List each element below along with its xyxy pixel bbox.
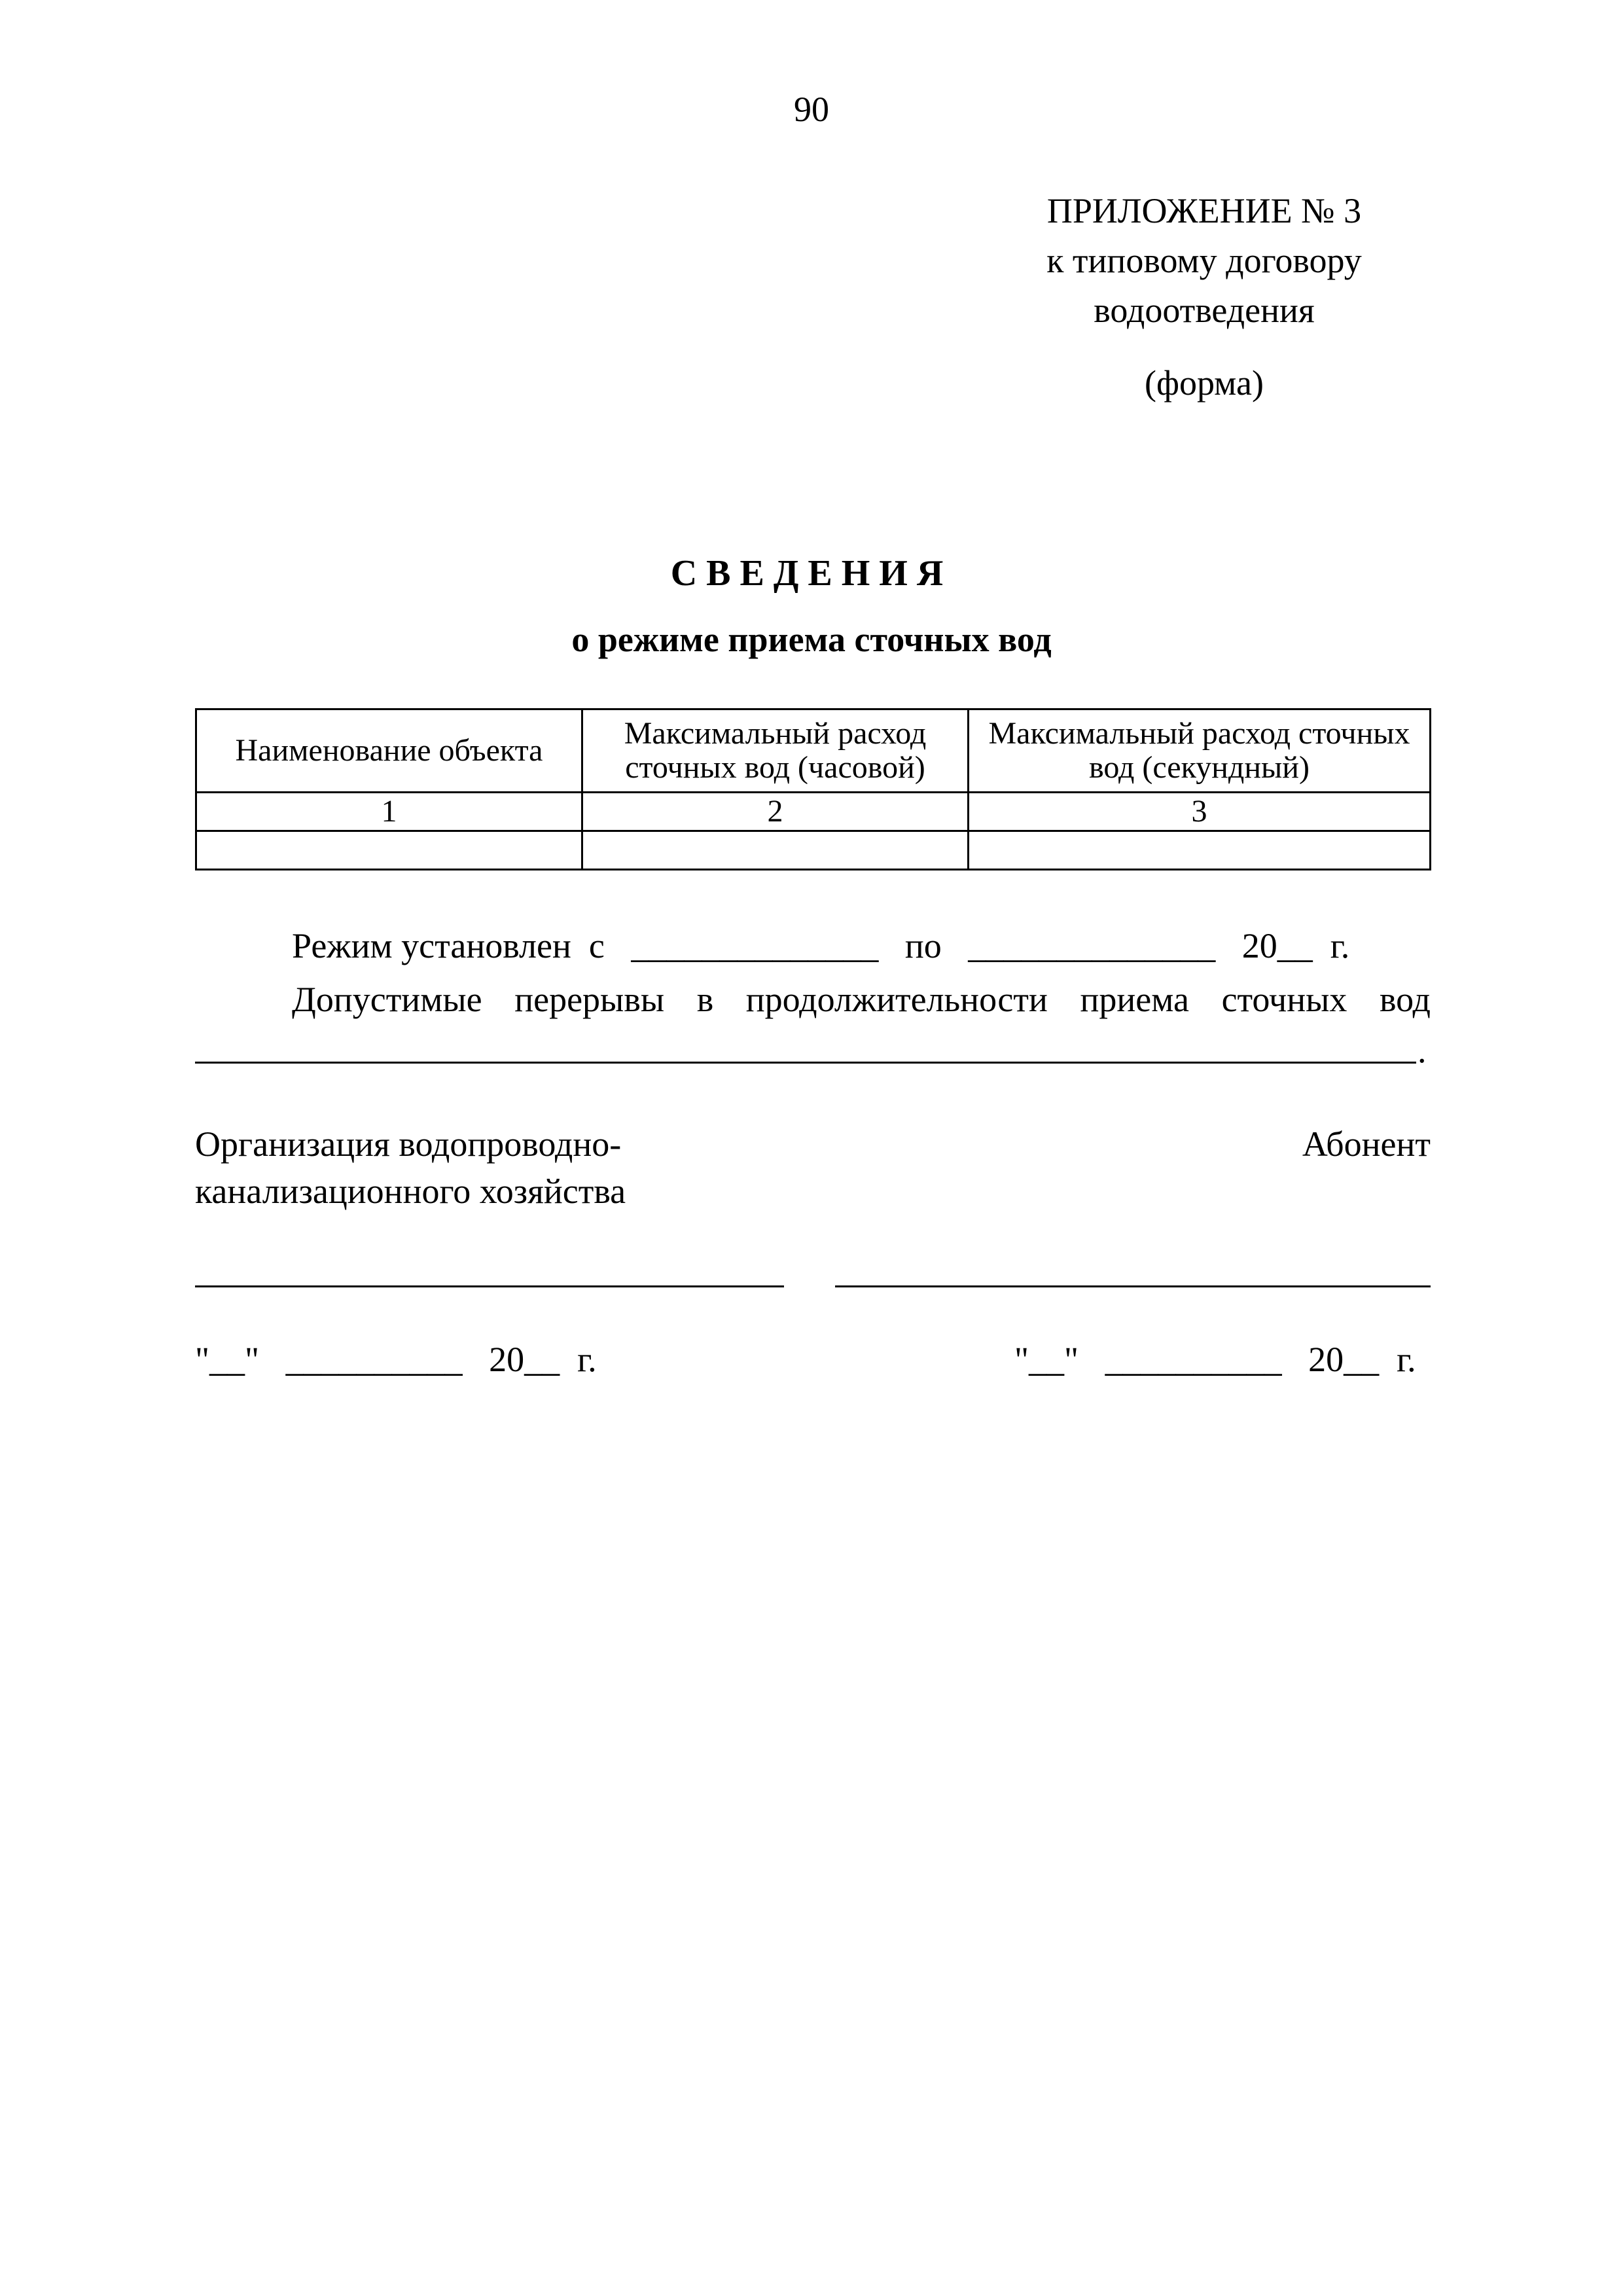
appendix-line-contract: к типовому договору [1046,241,1362,280]
allowed-breaks-line [292,982,1431,1017]
breaks-word: в [696,980,714,1019]
table-cell[interactable] [969,831,1431,870]
subscriber-date [1014,1342,1431,1377]
appendix-title: ПРИЛОЖЕНИЕ № 3 [1046,191,1362,230]
column-number: 1 [196,793,582,831]
date-day-blank[interactable]: "__" [195,1340,260,1379]
regime-to-blank[interactable]: ______________ [968,926,1216,965]
column-number: 3 [969,793,1431,831]
header-max-flow-secondly: Максимальный расход сточных вод (секундный) [969,709,1431,793]
column-number: 2 [582,793,969,831]
date-month-blank[interactable]: __________ [1105,1340,1282,1379]
regime-established-label: Режим установлен с [292,926,605,965]
breaks-word: продолжительности [745,980,1048,1019]
organization-signature-line[interactable] [195,1285,784,1287]
appendix-header [969,186,1440,335]
regime-from-blank[interactable]: ______________ [631,926,879,965]
date-day-blank[interactable]: "__" [1014,1340,1079,1379]
allowed-breaks-blank[interactable] [195,1062,1416,1064]
regime-table [195,708,1431,870]
page-number: 90 [794,90,829,129]
regime-to-label: по [904,926,942,965]
table-cell[interactable] [582,831,969,870]
table-row [196,831,1431,870]
form-label: (форма) [1145,363,1264,403]
breaks-word: Допустимые [292,980,482,1019]
breaks-word: сточных [1221,980,1347,1019]
table-header-row [196,709,1431,793]
table-column-numbers-row [196,793,1431,831]
table-cell[interactable] [196,831,582,870]
organization-label-line1: Организация водопроводно- [195,1124,622,1164]
header-max-flow-hourly: Максимальный расход сточных вод (часовой) [582,709,969,793]
regime-year: 20__ г. [1241,926,1350,965]
breaks-word: перерывы [514,980,665,1019]
organization-date [195,1342,784,1377]
breaks-word: вод [1379,980,1431,1019]
appendix-line-drainage: водоотведения [1094,291,1315,330]
document-subtitle: о режиме приема сточных вод [571,620,1052,659]
organization-label [195,1121,784,1215]
date-year: 20__ г. [1308,1340,1416,1379]
header-object-name: Наименование объекта [196,709,582,793]
date-month-blank[interactable]: __________ [285,1340,463,1379]
subscriber-signature-line[interactable] [835,1285,1431,1287]
regime-period-line [292,928,1431,963]
subscriber-label: Абонент [1302,1124,1431,1164]
breaks-word: приема [1080,980,1189,1019]
document-title: СВЕДЕНИЯ [670,553,953,594]
date-year: 20__ г. [489,1340,597,1379]
allowed-breaks-end-mark: . [1418,1031,1427,1070]
organization-label-line2: канализационного хозяйства [195,1172,626,1211]
